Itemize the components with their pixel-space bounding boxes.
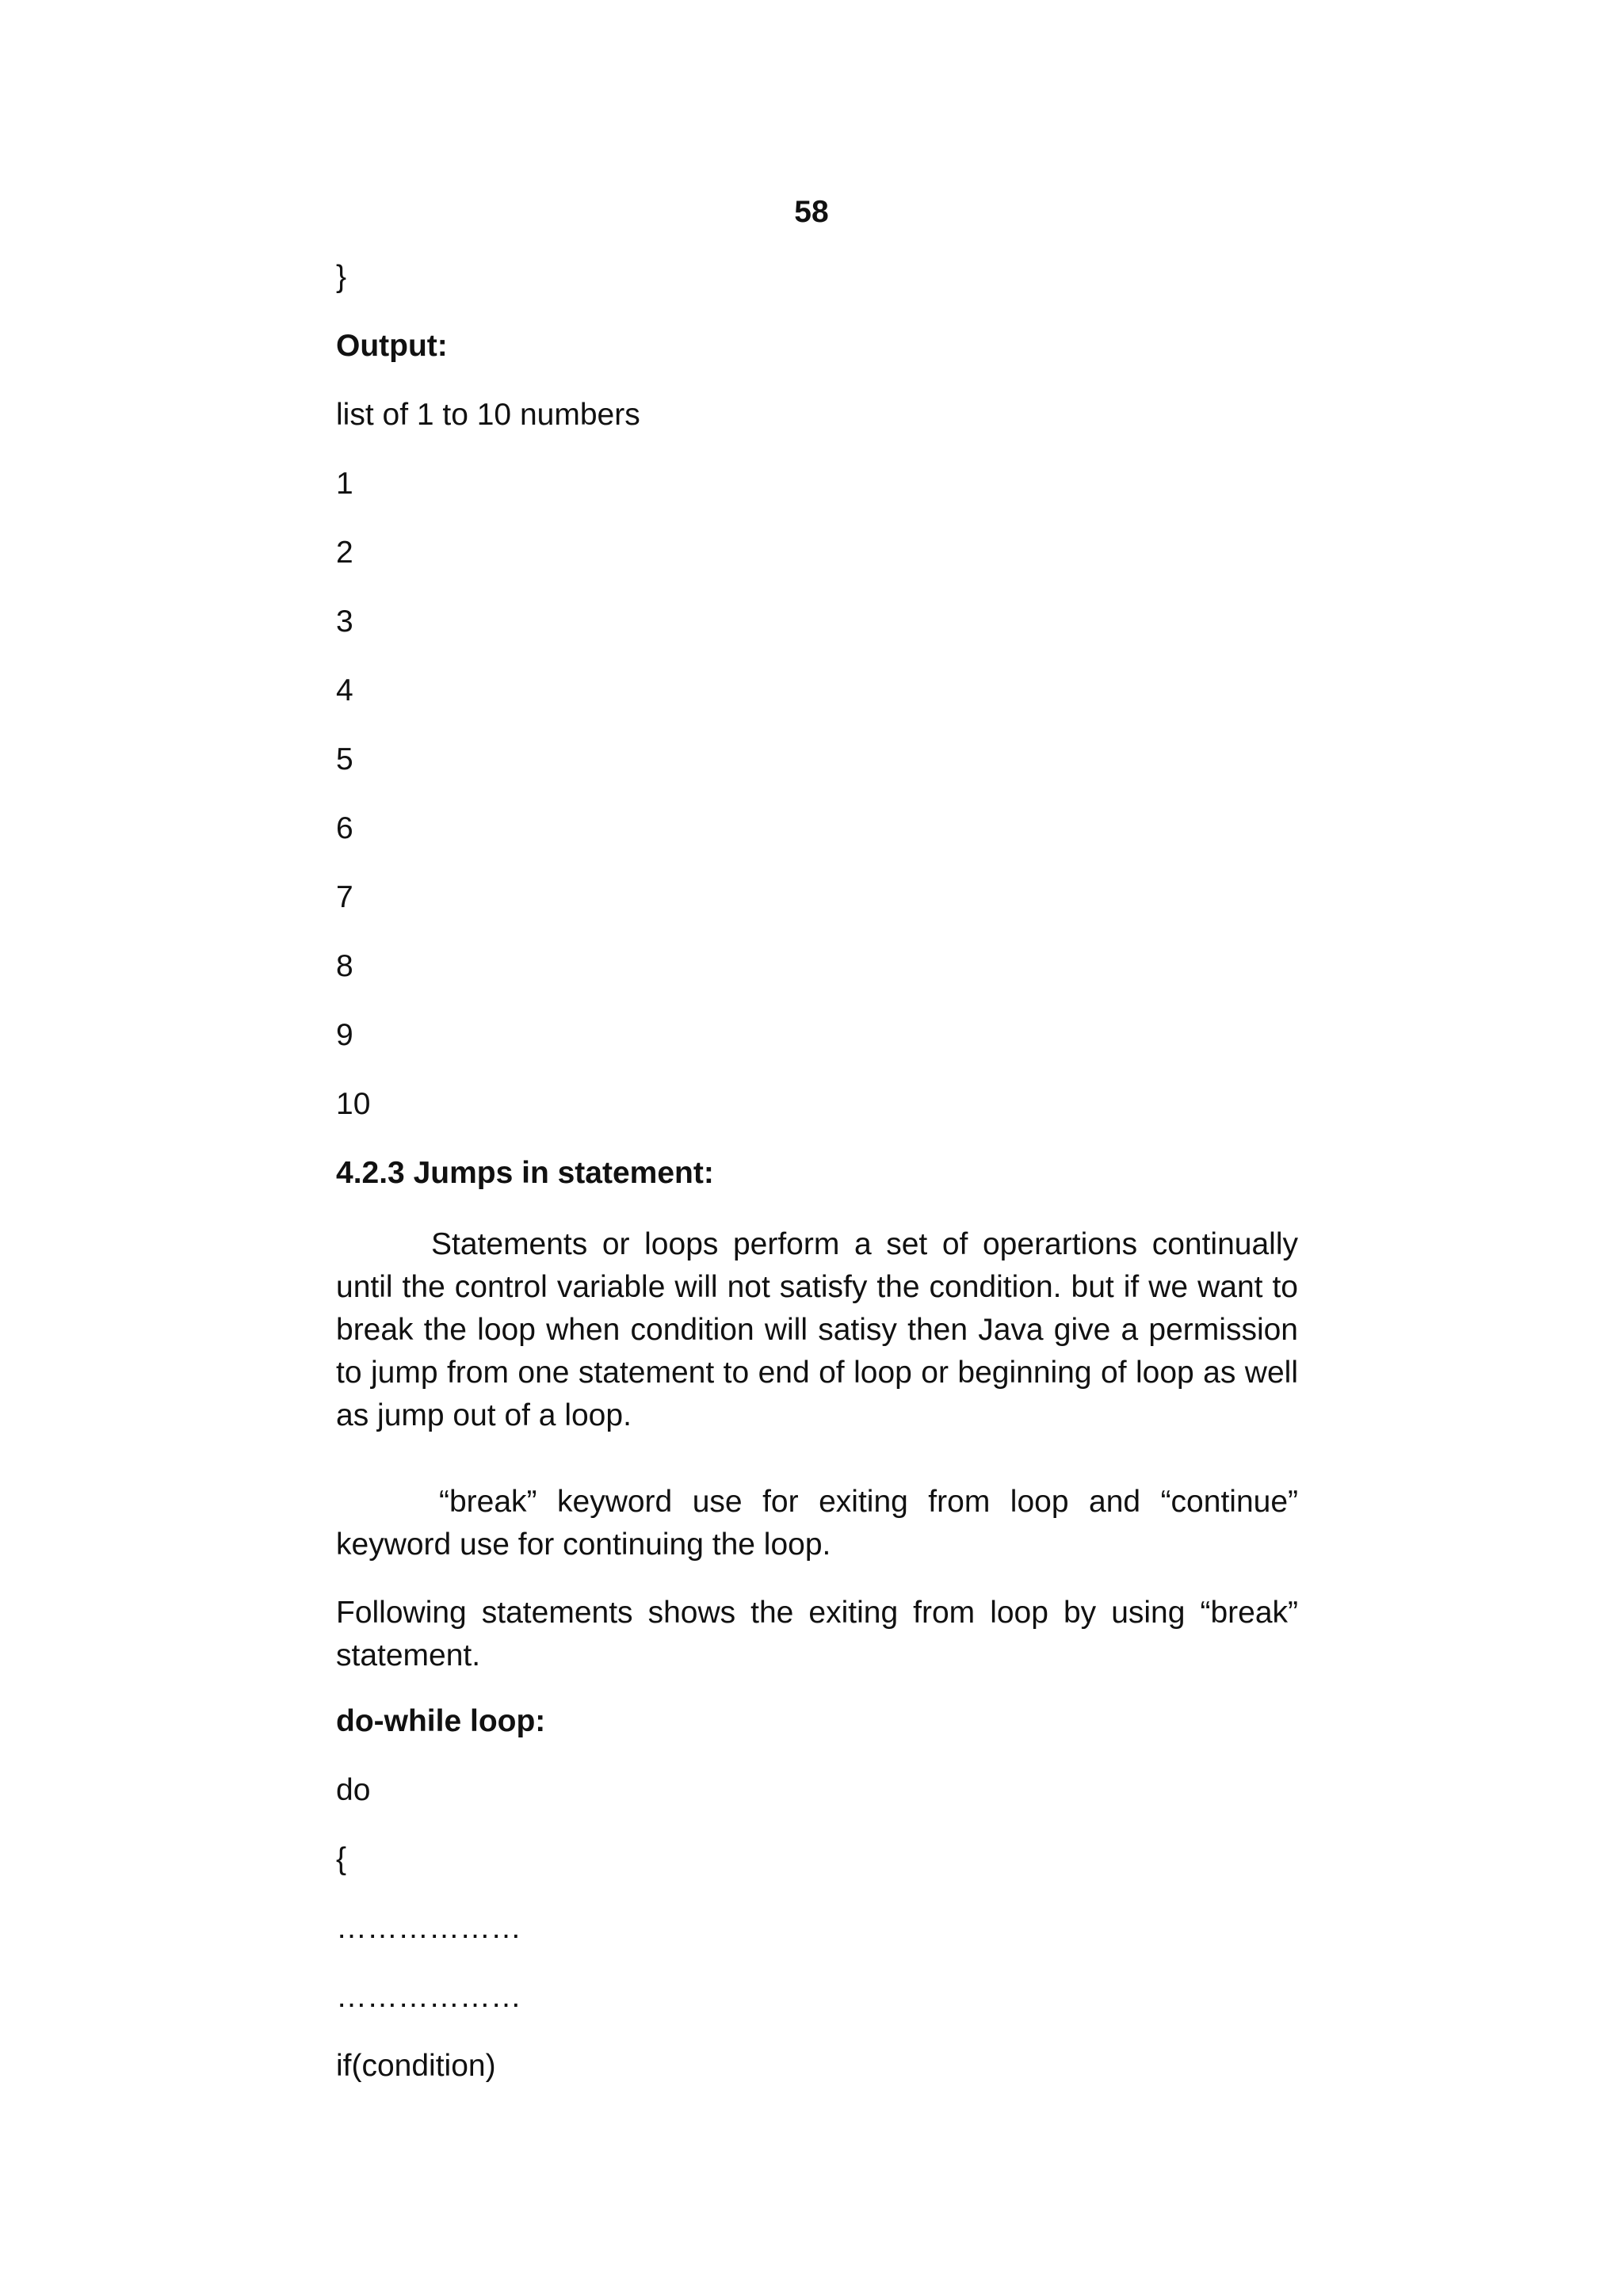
output-heading: Output: [336,329,448,363]
output-number: 5 [336,742,353,776]
page-number: 58 [794,195,829,229]
closing-brace: } [336,260,347,294]
output-number: 10 [336,1087,371,1121]
output-number: 3 [336,605,353,639]
do-while-code [336,1772,1298,2116]
code-line: ……………… [336,1911,521,1945]
paragraph-break-example: Following statements shows the exiting from loop by using “break” statement. [336,1596,1298,1672]
code-line: ……………… [336,1980,521,2014]
output-number: 4 [336,673,353,707]
paragraph-jumps-intro: Statements or loops perform a set of operartions continually until the control variable will not satisfy the condition. but if we want to break the loop when condition will satisy then Java give a permission to jump from one statement to end of loop or beginning of loop as well as jump out of a loop. [336,1227,1298,1432]
output-number: 2 [336,536,353,570]
output-number: 7 [336,880,353,914]
output-number: 1 [336,467,353,501]
do-while-heading: do-while loop: [336,1704,546,1738]
code-line: { [336,1842,347,1876]
output-number: 8 [336,949,353,983]
page-content [336,258,1298,2116]
code-line: if(condition) [336,2049,496,2083]
section-heading: 4.2.3 Jumps in statement: [336,1156,714,1190]
output-number: 6 [336,811,353,845]
output-number-list [336,465,1298,1154]
paragraph-break-continue: “break” keyword use for exiting from loop and “continue” keyword use for continuing the loop. [336,1485,1298,1562]
output-intro: list of 1 to 10 numbers [336,398,640,432]
output-number: 9 [336,1018,353,1052]
code-line: do [336,1773,371,1807]
